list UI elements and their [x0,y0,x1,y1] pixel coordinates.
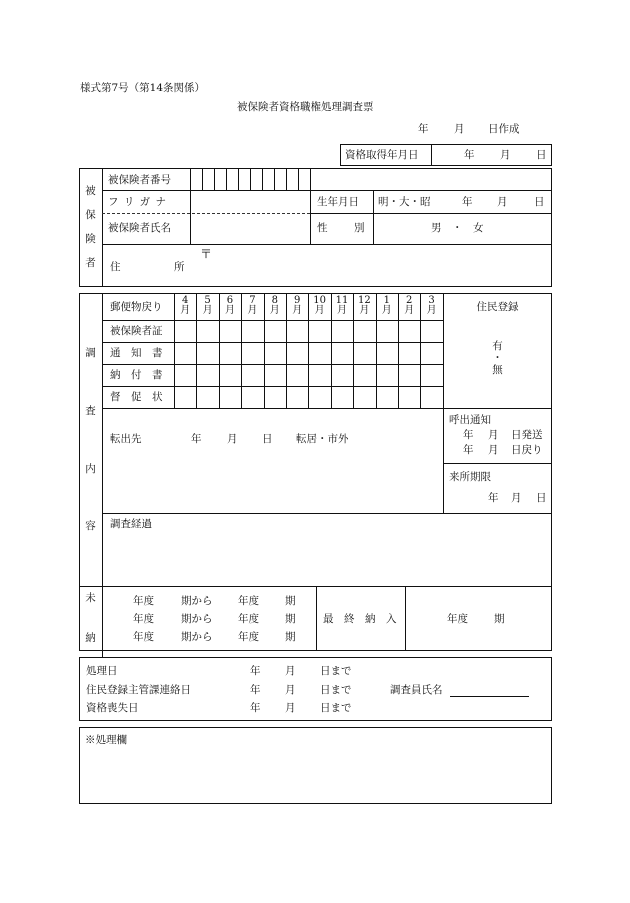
month-unit: 月 [202,305,213,316]
month-number: 2 [406,295,413,306]
created-year: 年 [418,123,429,135]
unpaid-row1-from-year: 年度 [133,595,154,607]
month-unit: 月 [247,305,258,316]
month-header-6 [219,296,241,316]
month-number: 7 [249,295,256,306]
unpaid-row1-from-period: 期から [181,595,213,607]
survey-side-1: 調 [85,347,96,359]
digit-cell-divider [226,168,227,190]
month-unit: 月 [224,305,235,316]
unpaid-side-2: 納 [85,632,96,644]
unpaid-row3-from-period: 期から [181,631,213,643]
digit-cell-divider [274,168,275,190]
survey-row-payment-slip: 納 付 書 [110,369,163,381]
summons-send-month: 月 [488,429,499,441]
month-header-5 [196,296,218,316]
month-header-4 [174,296,196,316]
insured-side-3: 険 [85,233,96,245]
acquisition-date-label: 資格取得年月日 [345,149,419,161]
resident-no[interactable]: 無 [492,364,503,376]
month-number: 11 [335,295,349,306]
last-payment-period: 期 [494,613,505,625]
created-month: 月 [454,123,465,135]
moved-year: 年 [191,433,202,445]
insured-name-label: 被保険者氏名 [108,222,171,234]
month-header-12 [353,296,375,316]
digit-cell-divider [298,168,299,190]
sex-label-2: 別 [354,222,365,234]
processing-date-label: 処理日 [86,665,118,677]
survey-row-insurance-card: 被保険者証 [110,325,163,337]
month-number: 8 [271,295,278,306]
birth-date-label: 生年月日 [317,196,359,208]
digit-cell-divider [238,168,239,190]
birth-year: 年 [462,196,473,208]
survey-side-2: 査 [85,405,96,417]
moved-type[interactable]: 転居・市外 [296,433,349,445]
notes-section[interactable] [79,727,552,804]
month-unit: 月 [359,305,370,316]
month-number: 12 [358,295,371,306]
digit-cell-divider [214,168,215,190]
kana-label: フ リ ガ ナ [108,196,168,208]
month-unit: 月 [404,305,415,316]
loss-date-day: 日まで [320,702,352,714]
month-unit: 月 [180,305,191,316]
month-header-9 [286,296,308,316]
deadline-label: 来所期限 [449,471,491,483]
month-number: 10 [313,295,326,306]
digit-cell-divider [262,168,263,190]
digit-cell-divider [250,168,251,190]
month-unit: 月 [269,305,280,316]
month-number: 5 [204,295,211,306]
sex-label: 性 [317,222,328,234]
moved-to-label: 転出先 [110,433,142,445]
unpaid-row3-to-year: 年度 [238,631,259,643]
unpaid-row2-to-period: 期 [285,613,296,625]
created-day: 日作成 [488,123,520,135]
survey-row-notice: 通 知 書 [110,347,163,359]
unpaid-row1-to-period: 期 [285,595,296,607]
investigator-name-field[interactable] [450,696,529,697]
month-header-3 [420,296,442,316]
summons-return-year: 年 [463,444,474,456]
summons-send-year: 年 [463,429,474,441]
month-header-11 [331,296,353,316]
month-number: 6 [226,295,234,306]
processing-date-month: 月 [285,665,296,677]
month-unit: 月 [426,305,437,316]
form-title: 被保険者資格職権処理調査票 [237,101,374,113]
month-header-2 [398,296,420,316]
deadline-month: 月 [511,492,522,504]
unpaid-row2-from-period: 期から [181,613,213,625]
unpaid-row3-from-year: 年度 [133,631,154,643]
summons-return-day: 日戻り [511,444,543,456]
month-header-7 [241,296,263,316]
resident-contact-month: 月 [285,684,296,696]
resident-dot: ・ [492,352,503,364]
insured-side-2: 保 [85,209,96,221]
month-unit: 月 [292,305,303,316]
insured-side-1: 被 [85,185,96,197]
birth-day: 日 [534,196,545,208]
sex-options[interactable]: 男 ・ 女 [431,222,484,234]
digit-cell-divider [286,168,287,190]
acquisition-day: 日 [536,149,547,161]
birth-era-options[interactable]: 明・大・昭 [378,196,431,208]
month-number: 4 [182,295,189,306]
loss-date-year: 年 [250,702,261,714]
loss-date-label: 資格喪失日 [86,702,139,714]
resident-contact-date-label: 住民登録主管課連絡日 [86,684,191,696]
month-header-10 [308,296,330,316]
unpaid-row1-to-year: 年度 [238,595,259,607]
form-number: 様式第7号（第14条関係） [80,82,206,94]
address-label: 住 [110,261,121,273]
month-unit: 月 [336,305,347,316]
month-unit: 月 [381,305,392,316]
digit-cell-divider [202,168,203,190]
summons-label: 呼出通知 [449,414,491,426]
month-number: 3 [428,295,435,306]
resident-contact-year: 年 [250,684,261,696]
deadline-day: 日 [536,492,547,504]
unpaid-row2-to-year: 年度 [238,613,259,625]
resident-registration-label: 住民登録 [476,301,519,313]
loss-date-month: 月 [285,702,296,714]
last-payment-year: 年度 [447,613,468,625]
resident-contact-day: 日まで [320,684,352,696]
survey-row-reminder: 督 促 状 [110,391,163,403]
summons-send-day: 日発送 [511,429,543,441]
unpaid-row3-to-period: 期 [285,631,296,643]
month-number: 9 [294,295,301,306]
month-header-8 [264,296,286,316]
insured-side-4: 者 [85,257,96,269]
deadline-year: 年 [488,492,499,504]
moved-day: 日 [262,433,273,445]
postal-mark: 〒 [200,247,213,261]
acquisition-year: 年 [464,149,475,161]
processing-date-day: 日まで [320,665,352,677]
processing-date-year: 年 [250,665,261,677]
birth-month: 月 [497,196,508,208]
survey-row-mail-returned: 郵便物戻り [110,301,163,313]
month-header-1 [376,296,398,316]
moved-month: 月 [227,433,238,445]
month-number: 1 [383,295,390,306]
address-label-2: 所 [174,261,185,273]
unpaid-row2-from-year: 年度 [133,613,154,625]
notes-label: ※処理欄 [85,734,127,746]
survey-side-4: 容 [85,520,96,532]
insured-number-label: 被保険者番号 [108,174,171,186]
survey-history-label: 調査経過 [110,518,152,530]
month-unit: 月 [314,305,325,316]
investigator-name-label: 調査員氏名 [390,684,443,696]
unpaid-side-1: 未 [85,592,96,604]
summons-return-month: 月 [488,444,499,456]
survey-side-3: 内 [85,463,96,475]
last-payment-label: 最 終 納 入 [323,613,397,625]
acquisition-month: 月 [500,149,511,161]
resident-yes[interactable]: 有 [492,340,503,352]
